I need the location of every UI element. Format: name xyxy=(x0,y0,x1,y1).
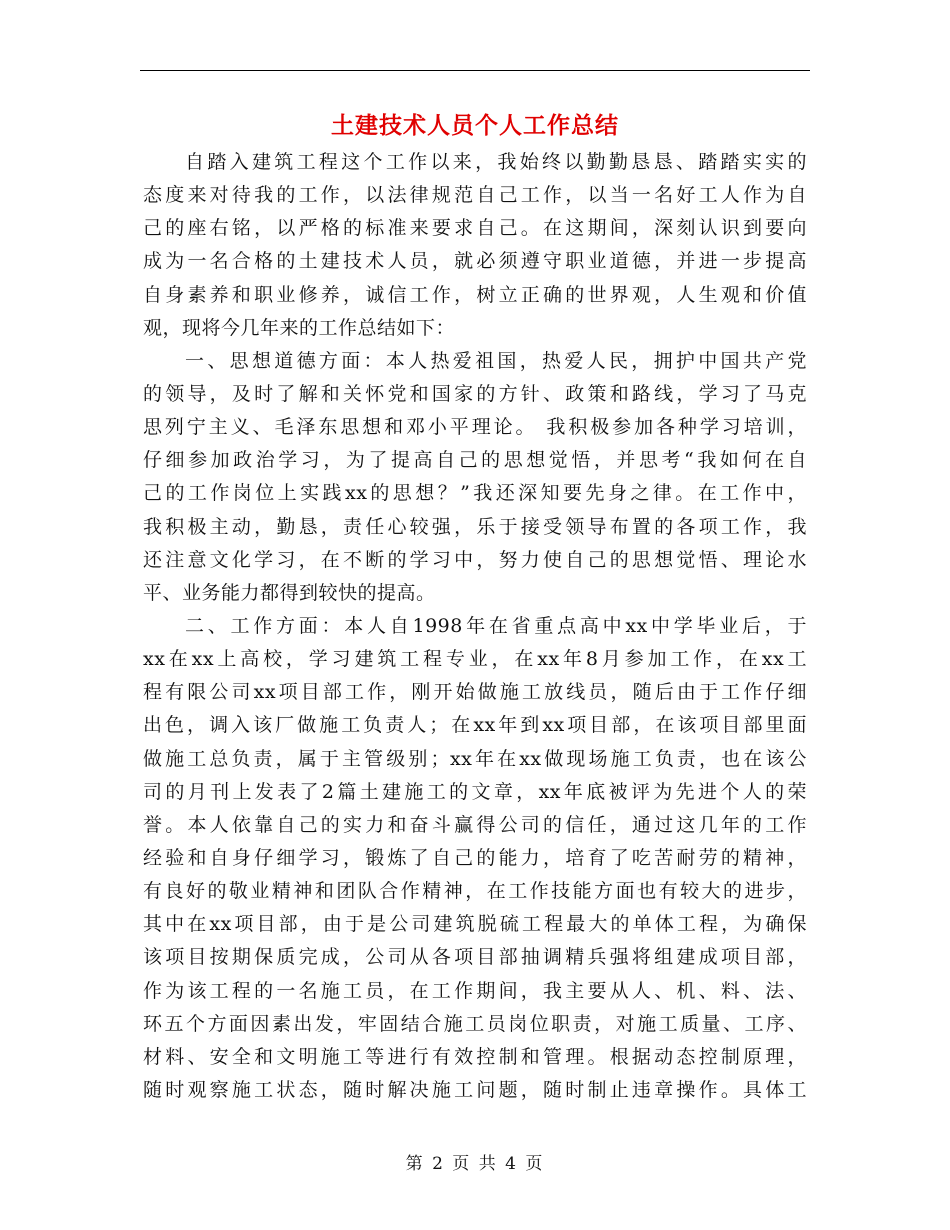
text-line: 己的座右铭，以严格的标准来要求自己。在这期间，深刻认识到要向 xyxy=(143,217,807,240)
text-line: 己的工作岗位上实践xx的思想？”我还深知要先身之律。在工作中， xyxy=(143,482,807,505)
text-line: 其中在xx项目部，由于是公司建筑脱硫工程最大的单体工程，为确保 xyxy=(143,913,807,936)
text-line: xx在xx上高校，学习建筑工程专业，在xx年8月参加工作，在xx工 xyxy=(143,648,807,671)
text-line: 态度来对待我的工作，以法律规范自己工作，以当一名好工人作为自 xyxy=(143,184,807,207)
page-number-footer: 第 2 页 共 4 页 xyxy=(405,1154,545,1174)
text-line: 誉。本人依靠自己的实力和奋斗赢得公司的信任，通过这几年的工作 xyxy=(143,813,807,836)
text-line: 司的月刊上发表了2篇土建施工的文章，xx年底被评为先进个人的荣 xyxy=(143,780,807,803)
text-line: 该项目按期保质完成，公司从各项目部抽调精兵强将组建成项目部， xyxy=(143,946,807,969)
text-line: 观，现将今几年来的工作总结如下： xyxy=(143,316,456,339)
text-line: 还注意文化学习，在不断的学习中，努力使自己的思想觉悟、理论水 xyxy=(143,548,807,571)
text-line: 做施工总负责，属于主管级别；xx年在xx做现场施工负责，也在该公 xyxy=(143,747,807,770)
text-line: 一、思想道德方面：本人热爱祖国，热爱人民，拥护中国共产党 xyxy=(185,349,807,372)
text-line: 平、业务能力都得到较快的提高。 xyxy=(143,581,436,604)
text-line: 有良好的敬业精神和团队合作精神，在工作技能方面也有较大的进步， xyxy=(143,880,807,903)
text-line: 环五个方面因素出发，牢固结合施工员岗位职责，对施工质量、工序、 xyxy=(143,1012,807,1035)
document-title: 土建技术人员个人工作总结 xyxy=(331,112,619,139)
text-line: 程有限公司xx项目部工作，刚开始做施工放线员，随后由于工作仔细 xyxy=(143,681,807,704)
header-rule xyxy=(140,70,810,71)
text-line: 仔细参加政治学习，为了提高自己的思想觉悟，并思考“我如何在自 xyxy=(143,449,807,472)
text-line: 二、工作方面：本人自1998年在省重点高中xx中学毕业后，于 xyxy=(185,614,807,637)
text-line: 出色，调入该厂做施工负责人；在xx年到xx项目部，在该项目部里面 xyxy=(143,714,807,737)
text-line: 成为一名合格的土建技术人员，就必须遵守职业道德，并进一步提高 xyxy=(143,250,807,273)
text-line: 自踏入建筑工程这个工作以来，我始终以勤勤恳恳、踏踏实实的 xyxy=(185,151,807,173)
text-line: 作为该工程的一名施工员，在工作期间，我主要从人、机、料、法、 xyxy=(143,979,807,1002)
text-line: 思列宁主义、毛泽东思想和邓小平理论。 我积极参加各种学习培训， xyxy=(143,416,807,439)
document-body xyxy=(143,146,807,1107)
text-line: 材料、安全和文明施工等进行有效控制和管理。根据动态控制原理， xyxy=(143,1045,807,1068)
text-line: 的领导，及时了解和关怀党和国家的方针、政策和路线，学习了马克 xyxy=(143,382,807,405)
text-line: 我积极主动，勤恳，责任心较强，乐于接受领导布置的各项工作，我 xyxy=(143,515,807,538)
text-line: 随时观察施工状态，随时解决施工问题，随时制止违章操作。具体工 xyxy=(143,1078,807,1101)
text-line: 自身素养和职业修养，诚信工作，树立正确的世界观，人生观和价值 xyxy=(143,283,807,306)
text-line: 经验和自身仔细学习，锻炼了自己的能力，培育了吃苦耐劳的精神， xyxy=(143,846,807,869)
